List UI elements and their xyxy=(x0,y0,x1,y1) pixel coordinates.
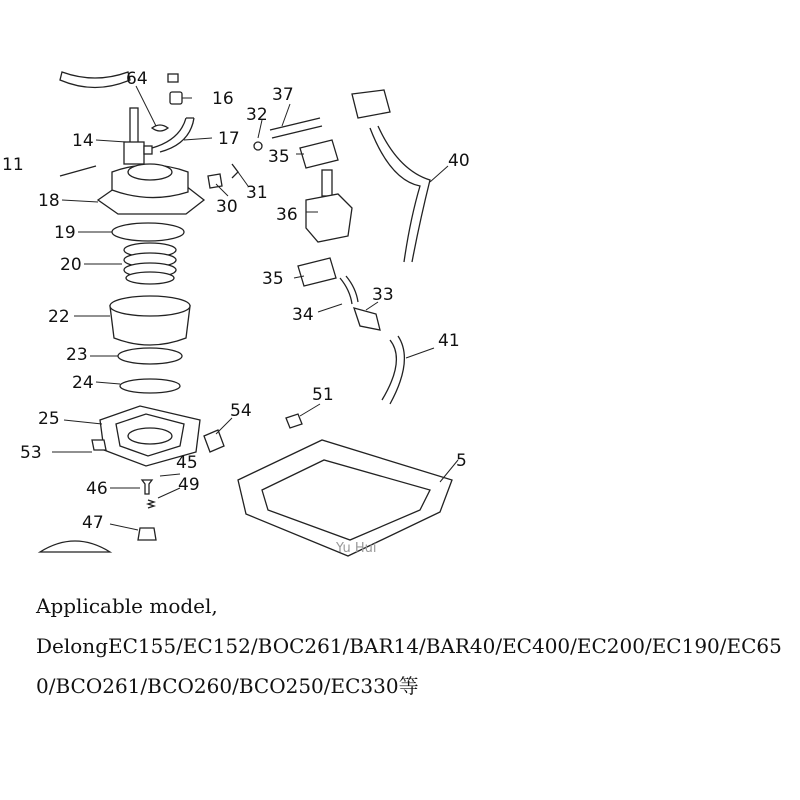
label-34: 34 xyxy=(292,305,314,325)
label-31: 31 xyxy=(246,183,268,203)
part-40-hose xyxy=(370,126,430,262)
part-5-base xyxy=(238,440,452,556)
caption-line-2: DelongEC155/EC152/BOC261/BAR14/BAR40/EC400/EC200/EC190/EC65 xyxy=(36,634,782,658)
label-51: 51 xyxy=(312,385,334,405)
label-45: 45 xyxy=(176,453,198,473)
part-32-oring xyxy=(254,142,262,150)
part-24-gasket xyxy=(120,379,180,393)
part-49-spring xyxy=(148,500,154,508)
label-40: 40 xyxy=(448,151,470,171)
label-54: 54 xyxy=(230,401,252,421)
label-32: 32 xyxy=(246,105,268,125)
top-nut xyxy=(168,74,178,82)
label-18: 18 xyxy=(38,191,60,211)
part-64-clip xyxy=(152,125,168,131)
part-46-screw xyxy=(142,480,152,494)
part-41-hose xyxy=(382,336,404,404)
label-23: 23 xyxy=(66,345,88,365)
caption-line-3: 0/BCO261/BCO260/BCO250/EC330等 xyxy=(36,674,419,698)
label-14: 14 xyxy=(72,131,94,151)
part-18-boiler-cover xyxy=(98,164,204,214)
pump-fitting xyxy=(352,90,390,118)
caption-line-1: Applicable model, xyxy=(36,594,218,618)
part-22-filter-holder xyxy=(110,296,190,345)
label-35-bottom: 35 xyxy=(262,269,284,289)
part-11-pin xyxy=(60,166,96,176)
label-20: 20 xyxy=(60,255,82,275)
label-35-top: 35 xyxy=(268,147,290,167)
label-53: 53 xyxy=(20,443,42,463)
part-23-shower-screen xyxy=(118,348,182,364)
label-5: 5 xyxy=(456,451,467,471)
part-31-clip xyxy=(232,164,238,178)
part-30-fitting xyxy=(208,174,222,188)
part-54-bracket xyxy=(204,430,224,452)
label-30: 30 xyxy=(216,197,238,217)
label-37: 37 xyxy=(272,85,294,105)
label-33: 33 xyxy=(372,285,394,305)
label-36: 36 xyxy=(276,205,298,225)
watermark: Yu Hui xyxy=(336,541,377,556)
part-51-clip xyxy=(286,414,302,428)
caption xyxy=(36,586,782,706)
label-41: 41 xyxy=(438,331,460,351)
part-20-spring xyxy=(124,243,176,284)
label-22: 22 xyxy=(48,307,70,327)
label-49: 49 xyxy=(178,475,200,495)
label-17: 17 xyxy=(218,129,240,149)
label-25: 25 xyxy=(38,409,60,429)
part-53-clip xyxy=(92,440,106,450)
part-35-bracket-bottom xyxy=(298,258,336,286)
label-47: 47 xyxy=(82,513,104,533)
part-37-hose xyxy=(270,118,322,138)
part-34-tube xyxy=(340,276,358,304)
top-cut-part xyxy=(60,72,130,88)
part-17-tube xyxy=(152,118,194,152)
part-16-nut xyxy=(170,92,182,104)
label-24: 24 xyxy=(72,373,94,393)
label-19: 19 xyxy=(54,223,76,243)
label-46: 46 xyxy=(86,479,108,499)
label-16: 16 xyxy=(212,89,234,109)
part-33-valve xyxy=(354,308,380,330)
part-47-nozzle xyxy=(138,528,156,540)
part-14-valve-stem xyxy=(124,108,152,164)
label-11: 11 xyxy=(2,155,24,175)
bottom-cut-part xyxy=(40,541,110,552)
part-36-solenoid-valve xyxy=(306,170,352,242)
part-35-bracket-top xyxy=(300,140,338,168)
label-64: 64 xyxy=(126,69,148,89)
part-19-gasket xyxy=(112,223,184,241)
